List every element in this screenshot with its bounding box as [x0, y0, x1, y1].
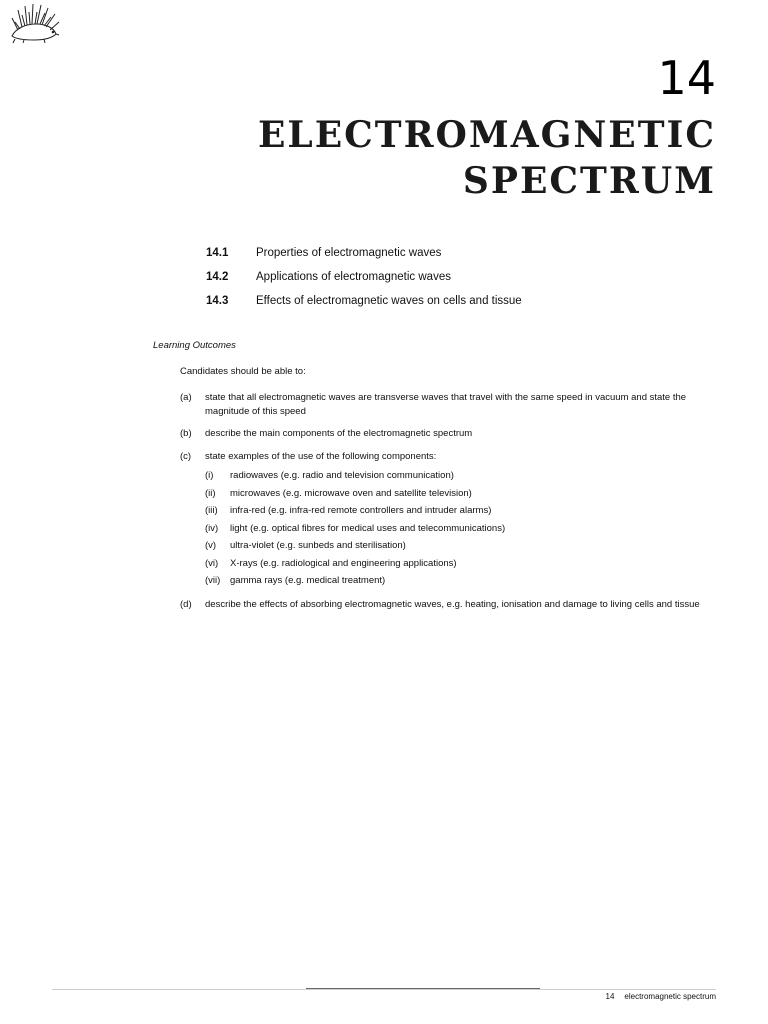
- sub-text: microwaves (e.g. microwave oven and satellite television): [230, 487, 472, 499]
- chapter-number: 14: [657, 51, 716, 105]
- sub-text: radiowaves (e.g. radio and television communication): [230, 470, 454, 481]
- sub-text: infra-red (e.g. infra-red remote controllers and intruder alarms): [230, 505, 492, 516]
- component-example: [205, 485, 700, 503]
- outcome-text: describe the main components of the electromagnetic spectrum: [205, 428, 473, 439]
- component-example: [205, 555, 700, 573]
- section-list: [206, 245, 726, 317]
- component-example: [205, 467, 700, 485]
- footer-title: electromagnetic spectrum: [624, 992, 716, 1001]
- component-example: [205, 572, 700, 590]
- chapter-title-line-1: ELECTROMAGNETIC: [257, 114, 716, 156]
- footer-divider: [52, 989, 716, 990]
- sub-marker: (ii): [205, 487, 216, 499]
- section-title: Applications of electromagnetic waves: [256, 271, 451, 283]
- footer-divider-accent: [306, 988, 540, 989]
- sub-marker: (vi): [205, 557, 219, 569]
- outcome-item: [180, 391, 700, 418]
- outcome-item: [180, 427, 700, 441]
- sub-text: ultra-violet (e.g. sunbeds and sterilisation): [230, 540, 406, 551]
- outcome-item: [180, 450, 700, 464]
- section-item: [206, 245, 726, 269]
- sub-marker: (vii): [205, 575, 221, 586]
- footer-page-number: 14: [605, 992, 615, 1001]
- chapter-title-line-2: SPECTRUM: [462, 160, 716, 202]
- outcome-marker: (b): [180, 428, 192, 439]
- page-footer: [606, 992, 717, 1002]
- chapter-title: [258, 112, 716, 204]
- porcupine-logo-icon: [6, 2, 60, 44]
- outcome-text: state that all electromagnetic waves are transverse waves that travel with the same speed in vacuum and state the magnitude of this speed: [205, 392, 687, 417]
- section-title: Effects of electromagnetic waves on cells and tissue: [256, 295, 522, 307]
- component-example: [205, 520, 700, 538]
- sub-marker: (iii): [205, 505, 218, 516]
- section-number: 14.3: [206, 295, 229, 307]
- sub-marker: (iv): [205, 522, 219, 534]
- outcome-marker: (c): [180, 450, 192, 462]
- learning-outcomes-list: [180, 391, 700, 611]
- learning-outcomes-heading: Learning Outcomes: [153, 340, 236, 351]
- outcome-marker: (a): [180, 392, 192, 403]
- outcome-text: state examples of the use of the following components:: [205, 450, 437, 462]
- section-item: [206, 269, 726, 293]
- sub-text: light (e.g. optical fibres for medical uses and telecommunications): [230, 522, 506, 534]
- sub-marker: (i): [205, 470, 214, 481]
- sub-text: X-rays (e.g. radiological and engineering applications): [230, 557, 457, 569]
- section-item: [206, 293, 726, 317]
- learning-outcomes-intro: Candidates should be able to:: [180, 366, 306, 377]
- sub-text: gamma rays (e.g. medical treatment): [230, 575, 386, 586]
- outcome-marker: (d): [180, 598, 192, 610]
- section-number: 14.1: [206, 247, 229, 259]
- outcome-text: describe the effects of absorbing electromagnetic waves, e.g. heating, ionisation and damage to living cells and tissue: [205, 598, 700, 610]
- component-examples-list: [205, 467, 700, 590]
- section-number: 14.2: [206, 271, 229, 283]
- outcome-item: [180, 598, 700, 612]
- sub-marker: (v): [205, 540, 217, 551]
- component-example: [205, 537, 700, 555]
- component-example: [205, 502, 700, 520]
- section-title: Properties of electromagnetic waves: [256, 247, 442, 259]
